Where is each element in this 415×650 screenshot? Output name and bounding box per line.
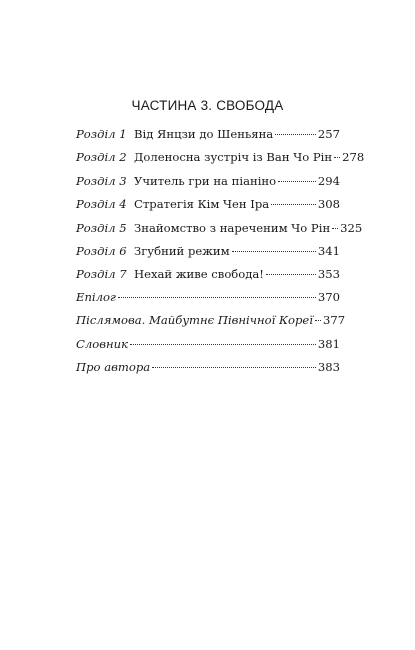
toc-row-afterword[interactable] [76, 313, 346, 336]
toc-row-chapter-5[interactable] [76, 220, 363, 244]
toc-row-chapter-7[interactable] [76, 267, 340, 290]
dot-leader [275, 134, 316, 135]
page-number: 278 [342, 150, 365, 165]
chapter-title: Стратегія Кім Чен Іра [134, 197, 270, 212]
page-number: 381 [317, 336, 340, 351]
toc-row-chapter-6[interactable] [76, 244, 340, 267]
page-number: 353 [317, 267, 340, 282]
chapter-title: Учитель гри на піаніно [134, 173, 277, 188]
chapter-label: Розділ 6 [76, 243, 127, 258]
section-title: Післямова. Майбутнє Північної Кореї [76, 313, 313, 328]
page-number: 383 [317, 360, 340, 375]
back-matter-list [76, 290, 346, 384]
chapter-label: Розділ 2 [76, 150, 127, 165]
toc-row-chapter-4[interactable] [76, 197, 340, 220]
dot-leader [332, 228, 338, 229]
page-number: 257 [317, 127, 340, 141]
toc-row-chapter-2[interactable] [76, 150, 365, 173]
toc-row-chapter-1[interactable] [76, 127, 340, 150]
part-title: ЧАСТИНА 3. СВОБОДА [131, 98, 284, 113]
chapter-title: Знайомство з нареченим Чо Рін [134, 220, 331, 235]
chapter-label: Розділ 7 [76, 267, 127, 282]
chapters-list [76, 127, 365, 291]
chapter-title: Від Янцзи до Шеньяна [134, 127, 274, 141]
chapter-title: Нехай живе свобода! [134, 267, 264, 282]
chapter-label: Розділ 4 [76, 197, 127, 212]
dot-leader [315, 320, 321, 321]
dot-leader [152, 367, 316, 368]
page-number: 294 [317, 173, 340, 188]
chapter-label: Розділ 1 [76, 127, 127, 141]
toc-row-glossary[interactable] [76, 337, 340, 360]
section-title: Епілог [76, 290, 116, 304]
page-number: 341 [317, 243, 340, 258]
dot-leader [334, 157, 340, 158]
chapter-label: Розділ 3 [76, 173, 127, 188]
dot-leader [266, 274, 316, 275]
toc-row-epilogue[interactable] [76, 290, 340, 313]
section-title: Про автора [76, 360, 151, 375]
page-number: 377 [322, 313, 346, 328]
dot-leader [271, 204, 316, 205]
dot-leader [232, 251, 316, 252]
toc-row-chapter-3[interactable] [76, 174, 340, 197]
section-title: Словник [76, 336, 129, 351]
page-number: 325 [340, 220, 363, 235]
page-number: 308 [317, 197, 340, 212]
dot-leader [278, 181, 316, 182]
dot-leader [130, 344, 316, 345]
toc-row-about-author[interactable] [76, 360, 340, 383]
chapter-title: Згубний режим [134, 243, 230, 258]
chapter-title: Доленосна зустріч із Ван Чо Рін [134, 150, 333, 165]
dot-leader [118, 297, 316, 298]
chapter-label: Розділ 5 [76, 220, 127, 235]
page-number: 370 [317, 290, 340, 304]
